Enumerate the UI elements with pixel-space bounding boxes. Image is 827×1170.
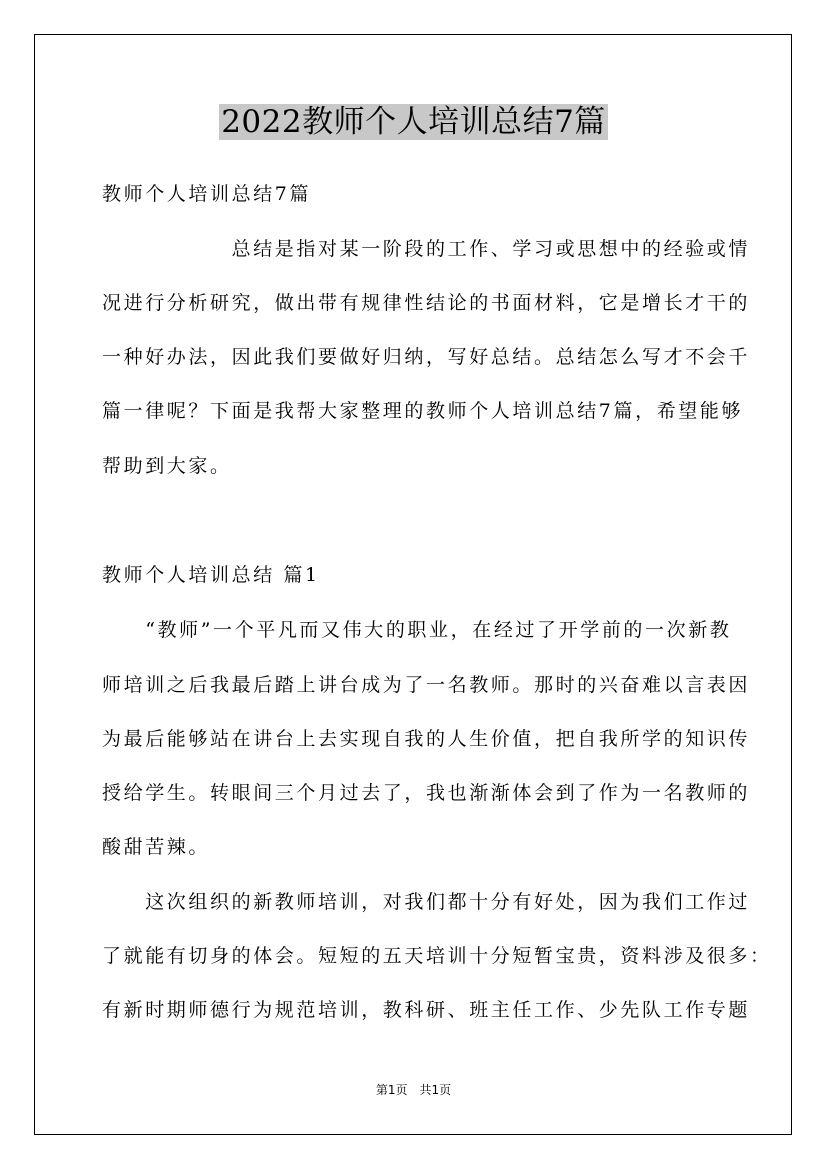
intro-line: 帮助到大家。 xyxy=(102,455,232,477)
intro-line: 篇一律呢？下面是我帮大家整理的教师个人培训总结7篇，希望能够 xyxy=(102,400,744,422)
body-line: “教师”一个平凡而又伟大的职业，在经过了开学前的一次新教 xyxy=(102,619,732,641)
document-subtitle: 教师个人培训总结7篇 xyxy=(102,183,312,205)
document-title-text: 2022教师个人培训总结7篇 xyxy=(221,104,606,140)
document-title xyxy=(0,102,827,142)
section-heading: 教师个人培训总结 篇1 xyxy=(102,564,320,586)
body-line: 授给学生。转眼间三个月过去了，我也渐渐体会到了作为一名教师的 xyxy=(102,782,751,804)
body-line: 这次组织的新教师培训，对我们都十分有好处，因为我们工作过 xyxy=(102,891,751,913)
page-footer: 第1页 共1页 xyxy=(375,1083,452,1097)
intro-line: 一种好办法，因此我们要做好归纳，写好总结。总结怎么写才不会千 xyxy=(102,346,751,368)
body-line: 有新时期师德行为规范培训，教科研、班主任工作、少先队工作专题 xyxy=(102,999,751,1021)
body-line: 了就能有切身的体会。短短的五天培训十分短暂宝贵，资料涉及很多： xyxy=(102,945,772,967)
body-line: 酸甜苦辣。 xyxy=(102,836,211,858)
intro-line: 况进行分析研究，做出带有规律性结论的书面材料，它是增长才干的 xyxy=(102,292,751,314)
body-line: 为最后能够站在讲台上去实现自我的人生价值，把自我所学的知识传 xyxy=(102,728,751,750)
body-line: 师培训之后我最后踏上讲台成为了一名教师。那时的兴奋难以言表因 xyxy=(102,674,751,696)
intro-line: 总结是指对某一阶段的工作、学习或思想中的经验或情 xyxy=(102,238,751,260)
